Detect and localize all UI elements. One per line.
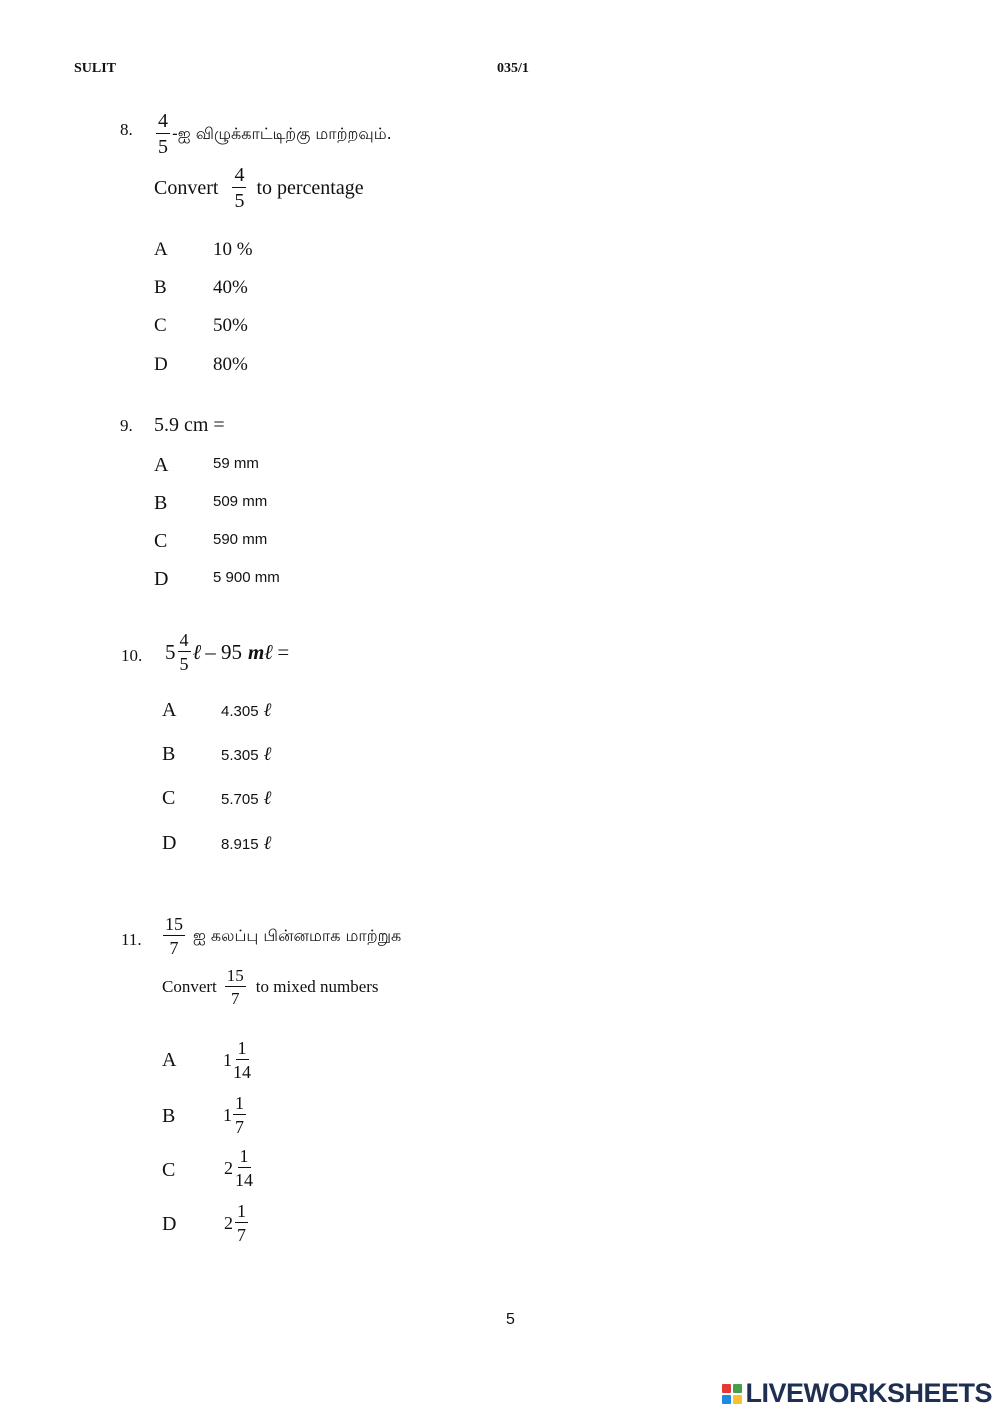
- fraction-denominator: 7: [237, 1225, 246, 1245]
- option-value: 40%: [213, 277, 248, 298]
- logo-square-red: [722, 1384, 731, 1393]
- option-letter: B: [162, 1105, 176, 1127]
- mixed-number: [223, 1039, 251, 1081]
- option-letter: D: [154, 568, 169, 590]
- fraction-numerator: 4: [179, 630, 189, 650]
- question-number: 8.: [120, 120, 133, 139]
- fraction: [233, 1039, 251, 1081]
- fraction-numerator: 15: [226, 966, 244, 985]
- option-value: 59 mm: [213, 455, 259, 472]
- mixed-whole: 1: [223, 1049, 232, 1070]
- fraction: [232, 165, 246, 211]
- mixed-whole: 1: [223, 1104, 232, 1125]
- prompt-suffix: to percentage: [256, 176, 364, 199]
- option-letter: B: [154, 492, 168, 514]
- fraction-denominator: 14: [235, 1170, 253, 1190]
- option-letter: D: [154, 354, 168, 375]
- liveworksheets-logo-icon: [722, 1384, 742, 1404]
- option-letter: C: [162, 787, 176, 809]
- liveworksheets-logo-text: LIVEWORKSHEETS: [745, 1378, 992, 1408]
- fraction-denominator: 5: [179, 654, 189, 674]
- mixed-number: [223, 1094, 246, 1136]
- fraction: [156, 111, 170, 157]
- fraction-denominator: 14: [233, 1062, 251, 1082]
- question-number: 11.: [121, 930, 142, 949]
- option-value: 5.705: [221, 790, 259, 808]
- option-letter: B: [154, 277, 167, 298]
- mixed-whole: 2: [224, 1212, 233, 1233]
- fraction-numerator: 1: [239, 1146, 249, 1166]
- fraction-denominator: 7: [235, 1117, 244, 1137]
- option-letter: C: [154, 530, 168, 552]
- option-letter: B: [162, 743, 176, 765]
- litre-unit: ℓ: [192, 639, 202, 664]
- option-letter: A: [162, 1049, 177, 1071]
- option-letter: D: [162, 832, 177, 854]
- mixed-whole: 5: [165, 639, 176, 664]
- mixed-number: [224, 1147, 253, 1189]
- mixed-whole: 2: [224, 1157, 233, 1178]
- option-letter: D: [162, 1213, 177, 1235]
- equals-sign: =: [277, 639, 290, 664]
- option-letter: C: [154, 315, 167, 336]
- option-value: 5 900 mm: [213, 569, 280, 586]
- prompt-convert: Convert: [154, 176, 219, 199]
- header-left: SULIT: [74, 61, 117, 76]
- fraction: [178, 631, 191, 673]
- fraction-denominator: 5: [234, 190, 245, 212]
- logo-square-green: [733, 1384, 742, 1393]
- fraction-numerator: 4: [234, 164, 245, 186]
- litre-unit: ℓ: [263, 700, 272, 721]
- option-value: 8.915: [221, 835, 259, 853]
- litre-unit: ℓ: [263, 788, 272, 809]
- fraction: [163, 915, 185, 957]
- question-prompt-english: [154, 165, 364, 211]
- litre-unit: ℓ: [263, 833, 272, 854]
- mixed-number: [224, 1202, 248, 1244]
- fraction: [225, 967, 246, 1007]
- prompt-convert: Convert: [162, 977, 217, 996]
- subtract-amount: – 95: [205, 639, 242, 664]
- fraction-numerator: 4: [158, 110, 168, 132]
- option-letter: C: [162, 1159, 176, 1181]
- question-prompt-tamil: [156, 111, 392, 157]
- fraction: [235, 1147, 253, 1189]
- option-value-wrap: [221, 833, 271, 855]
- question-number: 10.: [121, 646, 143, 665]
- option-value-wrap: [221, 788, 271, 810]
- prompt-suffix: to mixed numbers: [255, 977, 379, 996]
- tamil-text: -ஐ விழுக்காட்டிற்கு மாற்றவும்.: [172, 123, 392, 143]
- fraction: [233, 1094, 246, 1136]
- option-value: 4.305: [221, 702, 259, 720]
- question-prompt-tamil: [163, 915, 401, 957]
- logo-square-blue: [722, 1395, 731, 1404]
- option-value: 509 mm: [213, 493, 268, 510]
- option-value-wrap: [221, 700, 271, 722]
- question-prompt-english: [162, 967, 379, 1007]
- fraction-numerator: 1: [235, 1093, 244, 1113]
- option-letter: A: [154, 239, 168, 260]
- fraction-numerator: 15: [165, 914, 183, 934]
- liveworksheets-logo[interactable]: [722, 1378, 992, 1409]
- litre-unit: ℓ: [263, 744, 272, 765]
- logo-square-yellow: [733, 1395, 742, 1404]
- option-value: 10 %: [213, 239, 253, 260]
- option-value: 80%: [213, 354, 248, 375]
- question-prompt: 5.9 cm =: [154, 414, 225, 436]
- tamil-text: ஐ கலப்பு பின்னமாக மாற்றுக: [193, 925, 402, 945]
- option-value: 50%: [213, 315, 248, 336]
- fraction-numerator: 1: [237, 1201, 246, 1221]
- fraction-denominator: 5: [158, 136, 168, 158]
- fraction-denominator: 7: [231, 989, 240, 1008]
- fraction-denominator: 7: [169, 938, 179, 958]
- option-value-wrap: [221, 744, 271, 766]
- question-number: 9.: [120, 416, 133, 435]
- option-letter: A: [162, 699, 177, 721]
- fraction: [235, 1202, 248, 1244]
- option-value: 590 mm: [213, 531, 268, 548]
- fraction-numerator: 1: [237, 1038, 247, 1058]
- question-prompt: [165, 631, 289, 673]
- page-number: 5: [506, 1311, 515, 1328]
- option-letter: A: [154, 454, 169, 476]
- option-value: 5.305: [221, 746, 259, 764]
- header-right: 035/1: [497, 61, 529, 76]
- millilitre-unit: mℓ: [248, 639, 274, 664]
